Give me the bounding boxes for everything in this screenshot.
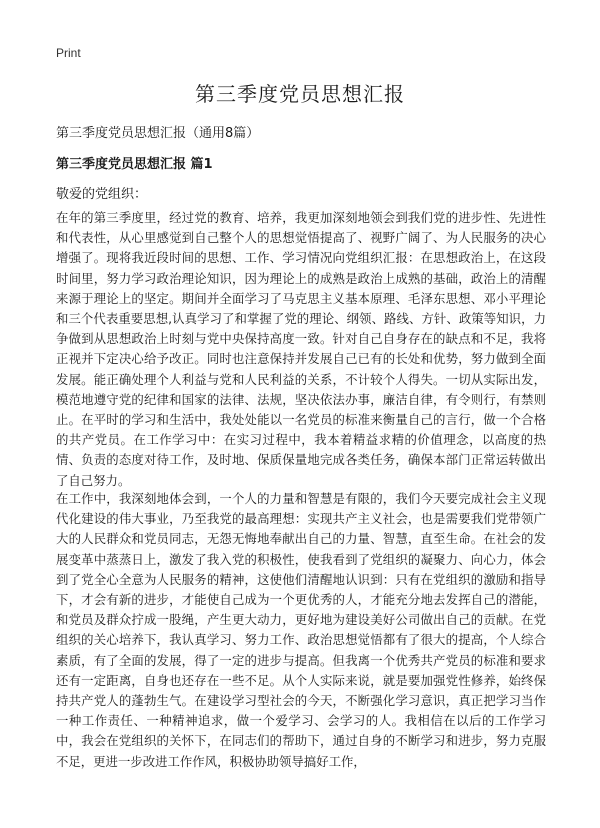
page-title: 第三季度党员思想汇报 [195, 82, 405, 106]
section-heading: 第三季度党员思想汇报 篇1 [56, 157, 213, 172]
body-paragraph-1: 在年的第三季度里，经过党的教育、培养，我更加深刻地领会到我们党的进步性、先进性和代表性，从心里感觉到自己整个人的思想觉悟提高了、视野广阔了、为人民服务的决心增强了。现将我近段时间的思想、工作、学习情况向党组织汇报：在思想政治上，在这段时间里，努力学习政治理论知识，因为理论上的成熟是政治上成熟的基础，政治上的清醒来源于理论上的坚定。期间并全面学习了马克思主义基本原理、毛泽东思想、邓小平理论和三个代表重要思想,认真学习了和掌握了党的理论、纲领、路线、方针、政策等知识，力争做到从思想政治上时刻与党中央保持高度一致。针对自己自身存在的缺点和不足，我将正视并下定决心给予改正。同时也注意保持并发展自己已有的长处和优势，努力做到全面发展。能正确处理个人利益与党和人民利益的关系，不计较个人得失。一切从实际出发，模范地遵守党的纪律和国家的法律、法规，坚决依法办事，廉洁自律，有令则行，有禁则止。在平时的学习和生活中，我处处能以一名党员的标准来衡量自己的言行，做一个合格的共产党员。在工作学习中：在实习过程中，我本着精益求精的价值理念，以高度的热情、负责的态度对待工作，及时地、保质保量地完成各类任务，确保本部门正常运转做出了自己努力。 [56, 210, 546, 488]
document-subtitle: 第三季度党员思想汇报（通用8篇） [56, 126, 260, 141]
print-link[interactable]: Print [56, 46, 81, 60]
body-paragraph-2: 在工作中，我深刻地体会到，一个人的力量和智慧是有限的，我们今天要完成社会主义现代化建设的伟大事业，乃至我党的最高理想：实现共产主义社会，也是需要我们党带领广大的人民群众和党员同志，无怨无悔地奉献出自己的力量、智慧，直至生命。在社会的发展变革中蒸蒸日上，激发了我入党的积极性，使我看到了党组织的凝聚力、向心力，体会到了党全心全意为人民服务的精神，这使他们清醒地认识到：只有在党组织的激励和指导下，才会有新的进步，才能使自己成为一个更优秀的人，才能充分地去发挥自己的潜能，和党员及群众拧成一股绳，产生更大动力，更好地为建设美好公司做出自己的贡献。在党组织的关心培养下，我认真学习、努力工作、政治思想觉悟都有了很大的提高，个人综合素质，有了全面的发展，得了一定的进步与提高。但我离一个优秀共产党员的标准和要求还有一定距离，自身也还存在一些不足。从个人实际来说，就是要加强党性修养，始终保持共产党人的蓬勃生气。在建设学习型社会的今天，不断强化学习意识，真正把学习当作一种工作责任、一种精神追求，做一个爱学习、会学习的人。我相信在以后的工作学习中，我会在党组织的关怀下，在同志们的帮助下，通过自身的不断学习和进步，努力克服不足，更进一步改进工作作风，积极协助领导搞好工作， [56, 491, 546, 769]
salutation: 敬爱的党组织： [56, 187, 148, 202]
